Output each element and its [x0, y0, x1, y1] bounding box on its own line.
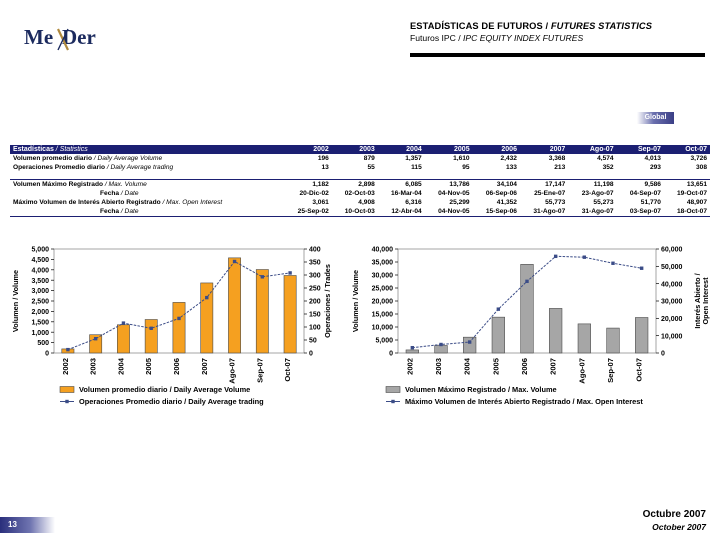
- table-cell: 3,061: [312, 199, 329, 206]
- table-cell: 19-Oct-07: [676, 190, 707, 197]
- table-cell: 95: [462, 164, 470, 171]
- table-cell: 2,898: [358, 181, 375, 188]
- svg-text:40,000: 40,000: [661, 281, 683, 289]
- table-cell: 11,198: [593, 181, 614, 188]
- status-badge-global: Global: [637, 112, 674, 124]
- svg-text:Open Interest: Open Interest: [701, 277, 710, 325]
- svg-text:10,000: 10,000: [661, 333, 683, 341]
- svg-text:35,000: 35,000: [371, 259, 393, 267]
- svg-text:150: 150: [309, 311, 321, 319]
- statistics-table: [10, 145, 710, 217]
- footer-date-english: October 2007: [652, 522, 706, 532]
- table-cell: 879: [363, 155, 375, 162]
- table-cell: 115: [411, 164, 422, 171]
- table-cell: 31-Ago-07: [520, 207, 568, 217]
- table-cell: 4,574: [597, 155, 614, 162]
- svg-text:Interés Abierto /: Interés Abierto /: [693, 273, 702, 329]
- table-cell: 13,651: [686, 181, 707, 188]
- svg-text:1,000: 1,000: [31, 329, 49, 337]
- table-cell: 9,586: [644, 181, 661, 188]
- table-cell: 3,726: [690, 155, 707, 162]
- table-cell: 1,610: [453, 155, 470, 162]
- table-cell: 352: [602, 164, 614, 171]
- svg-text:Máximo Volumen de Interés Abie: Máximo Volumen de Interés Abierto Registrado / Max. Open Interest: [405, 397, 643, 407]
- svg-text:50,000: 50,000: [661, 263, 683, 271]
- table-row: [10, 207, 710, 217]
- svg-text:2005: 2005: [144, 358, 154, 375]
- table-row: [10, 154, 710, 163]
- row-label: Fecha / Date: [10, 207, 284, 217]
- table-cell: 4,013: [644, 155, 661, 162]
- max-volume-chart: [348, 235, 714, 415]
- table-cell: 25-Sep-02: [284, 207, 331, 217]
- table-cell: 51,770: [640, 199, 661, 206]
- svg-text:0: 0: [309, 350, 313, 358]
- svg-text:4,000: 4,000: [31, 267, 49, 275]
- table-cell: 25,299: [449, 199, 470, 206]
- table-header-2006: 2006: [473, 145, 520, 154]
- table-cell: 17,147: [545, 181, 566, 188]
- svg-text:0: 0: [661, 350, 665, 358]
- svg-text:2003: 2003: [434, 358, 443, 375]
- svg-text:2007: 2007: [199, 358, 209, 375]
- title-spanish: ESTADÍSTICAS DE FUTUROS /: [410, 21, 551, 31]
- table-cell: 04-Sep-07: [629, 190, 661, 197]
- svg-text:Volumen / Volume: Volumen / Volume: [11, 269, 20, 333]
- table-header-2007: 2007: [520, 145, 568, 154]
- svg-text:500: 500: [37, 340, 49, 348]
- subtitle-spanish: Futuros IPC /: [410, 33, 464, 43]
- table-cell: 1,357: [405, 155, 422, 162]
- table-cell: 13,786: [449, 181, 470, 188]
- svg-text:0: 0: [389, 350, 393, 358]
- svg-text:20,000: 20,000: [371, 298, 393, 306]
- svg-text:Sep-07: Sep-07: [606, 358, 615, 383]
- svg-text:2005: 2005: [491, 358, 501, 375]
- page-title: [410, 20, 705, 44]
- svg-text:2,000: 2,000: [31, 309, 49, 316]
- table-spacer-row: [10, 172, 710, 180]
- row-label: Operaciones Promedio diario / Daily Average trading: [13, 164, 174, 171]
- table-cell: 04-Nov-05: [425, 207, 473, 217]
- table-header-Oct-07: Oct-07: [664, 145, 710, 154]
- svg-text:2004: 2004: [462, 358, 472, 375]
- table-cell: 213: [554, 164, 566, 171]
- table-row: [10, 189, 710, 198]
- svg-text:250: 250: [309, 285, 321, 293]
- svg-text:2007: 2007: [548, 358, 558, 375]
- svg-text:300: 300: [309, 272, 321, 280]
- table-cell: 1,182: [312, 181, 329, 188]
- table-cell: 55,773: [545, 199, 566, 206]
- table-cell: 6,316: [405, 199, 422, 206]
- table-cell: 02-Oct-03: [344, 190, 375, 197]
- svg-text:50: 50: [309, 337, 317, 345]
- svg-text:15,000: 15,000: [371, 311, 393, 319]
- svg-text:400: 400: [309, 246, 321, 254]
- table-cell: 16-Mar-04: [390, 190, 422, 197]
- table-cell: 3,368: [548, 155, 566, 162]
- table-cell: 23-Ago-07: [581, 190, 614, 197]
- table-header-Sep-07: Sep-07: [617, 145, 664, 154]
- svg-text:2006: 2006: [520, 358, 529, 375]
- svg-text:Ago-07: Ago-07: [227, 358, 237, 384]
- table-cell: 48,907: [686, 199, 707, 206]
- table-cell: 41,352: [496, 199, 517, 206]
- svg-text:Volumen promedio diario / Dail: Volumen promedio diario / Daily Average Volume: [79, 385, 251, 394]
- row-label: Máximo Volumen de Interés Abierto Registrado / Max. Open Interest: [13, 199, 223, 206]
- svg-text:3,000: 3,000: [31, 288, 49, 296]
- svg-text:Ago-07: Ago-07: [577, 358, 587, 384]
- svg-text:4,500: 4,500: [31, 257, 49, 264]
- mexder-logo: [22, 20, 142, 60]
- svg-text:Oct-07: Oct-07: [634, 358, 644, 382]
- table-cell: 15-Sep-06: [473, 207, 520, 217]
- row-label: Volumen promedio diario / Daily Average Volume: [13, 155, 163, 162]
- svg-text:30,000: 30,000: [371, 272, 393, 280]
- table-row: [10, 198, 710, 207]
- svg-text:Me: Me: [24, 25, 54, 49]
- table-cell: 34,104: [496, 181, 517, 188]
- svg-text:5,000: 5,000: [375, 337, 393, 345]
- table-cell: 55: [367, 164, 375, 171]
- svg-text:10,000: 10,000: [371, 324, 393, 332]
- svg-text:3,500: 3,500: [31, 277, 49, 285]
- svg-text:0: 0: [45, 350, 49, 358]
- title-english: FUTURES STATISTICS: [550, 21, 652, 31]
- table-cell: 13: [321, 164, 329, 171]
- svg-text:Sep-07: Sep-07: [255, 358, 265, 383]
- table-cell: 10-Oct-03: [332, 207, 378, 217]
- table-header-2005: 2005: [425, 145, 473, 154]
- table-cell: 04-Nov-05: [438, 190, 470, 197]
- svg-text:2004: 2004: [116, 358, 126, 375]
- table-cell: 6,085: [405, 181, 422, 188]
- table-cell: 308: [695, 164, 707, 171]
- svg-text:1,500: 1,500: [31, 319, 49, 327]
- svg-text:Operaciones Promedio diario /: Operaciones Promedio diario / Daily Average trading: [79, 397, 264, 407]
- table-header-Ago-07: Ago-07: [568, 145, 616, 154]
- svg-text:5,000: 5,000: [31, 246, 49, 254]
- svg-text:2006: 2006: [172, 358, 181, 375]
- svg-text:2,500: 2,500: [31, 298, 49, 306]
- svg-text:2002: 2002: [405, 358, 415, 375]
- svg-text:2003: 2003: [88, 358, 98, 375]
- table-cell: 293: [649, 164, 661, 171]
- footer-date: [643, 508, 706, 533]
- table-cell: 12-Abr-04: [378, 207, 425, 217]
- svg-text:Volumen / Volume: Volumen / Volume: [351, 269, 360, 333]
- svg-text:100: 100: [309, 324, 321, 332]
- svg-text:Oct-07: Oct-07: [283, 358, 293, 382]
- table-cell: 196: [317, 155, 329, 162]
- svg-text:2002: 2002: [60, 358, 70, 375]
- table-row: [10, 163, 710, 172]
- table-cell: 4,908: [358, 199, 375, 206]
- svg-text:30,000: 30,000: [661, 298, 683, 306]
- row-label: Fecha / Date: [100, 190, 139, 197]
- table-cell: 18-Oct-07: [664, 207, 710, 217]
- table-header-2002: 2002: [284, 145, 331, 154]
- svg-text:40,000: 40,000: [371, 246, 393, 254]
- table-header-2004: 2004: [378, 145, 425, 154]
- table-cell: 2,432: [500, 155, 517, 162]
- table-cell: 20-Dic-02: [299, 190, 329, 197]
- svg-text:200: 200: [309, 298, 321, 306]
- title-divider: [410, 53, 705, 57]
- svg-text:60,000: 60,000: [661, 246, 683, 254]
- table-header-2003: 2003: [332, 145, 378, 154]
- page-number: 13: [0, 517, 55, 533]
- svg-text:25,000: 25,000: [371, 285, 393, 293]
- table-cell: 55,273: [593, 199, 614, 206]
- subtitle-english: IPC EQUITY INDEX FUTURES: [463, 33, 584, 43]
- svg-text:20,000: 20,000: [661, 315, 683, 323]
- daily-average-chart: [8, 235, 338, 415]
- table-row: [10, 180, 710, 190]
- table-header-row: [10, 145, 710, 154]
- svg-text:Der: Der: [62, 25, 96, 49]
- footer-date-spanish: Octubre 2007: [642, 509, 706, 520]
- table-header-statistics: Estadísticas / Statistics: [10, 145, 284, 154]
- table-cell: 06-Sep-06: [485, 190, 517, 197]
- table-cell: 31-Ago-07: [568, 207, 616, 217]
- svg-text:Operaciones / Trades: Operaciones / Trades: [323, 264, 332, 338]
- svg-text:350: 350: [309, 259, 321, 267]
- table-cell: 03-Sep-07: [617, 207, 664, 217]
- svg-text:Volumen Máximo Registrado / Ma: Volumen Máximo Registrado / Max. Volume: [405, 385, 557, 394]
- row-label: Volumen Máximo Registrado / Max. Volume: [13, 181, 147, 188]
- table-cell: 133: [505, 164, 517, 171]
- table-cell: 25-Ene-07: [534, 190, 566, 197]
